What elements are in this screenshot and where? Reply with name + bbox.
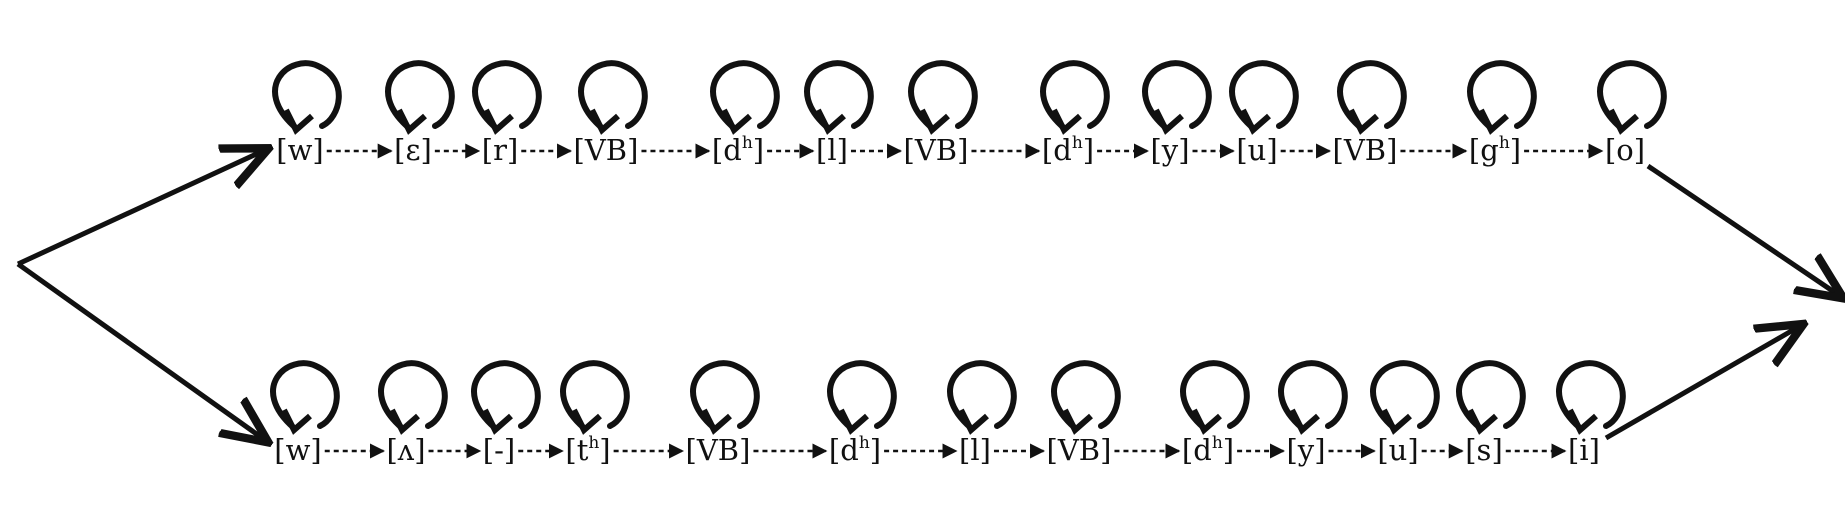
self-loop-arrowhead bbox=[922, 110, 948, 130]
state-label: [s] bbox=[1465, 433, 1503, 467]
state-node bbox=[475, 63, 539, 167]
self-loop-arrowhead bbox=[286, 110, 312, 130]
state-label: [VB] bbox=[685, 433, 751, 467]
state-node bbox=[1600, 63, 1664, 167]
self-loop-arrowhead bbox=[724, 110, 750, 130]
state-label-text: t bbox=[576, 433, 589, 467]
self-loop-arrowhead bbox=[1470, 410, 1496, 430]
state-node bbox=[574, 63, 645, 167]
state-label: [ʌ] bbox=[386, 433, 426, 467]
state-label-text: VB bbox=[914, 133, 958, 167]
state-label: [w] bbox=[274, 433, 322, 467]
state-node bbox=[1047, 363, 1118, 467]
state-label-text: r bbox=[493, 133, 507, 167]
self-loop-arrowhead bbox=[284, 410, 310, 430]
state-label: [u] bbox=[1377, 433, 1419, 467]
state-node bbox=[1232, 63, 1296, 167]
self-loop-arrowhead bbox=[1054, 110, 1080, 130]
self-loop-arrowhead bbox=[399, 110, 425, 130]
state-label-text: i bbox=[1579, 433, 1589, 467]
state-label: [i] bbox=[1568, 433, 1600, 467]
state-label: [o] bbox=[1604, 133, 1646, 167]
self-loop-arrowhead bbox=[1384, 410, 1410, 430]
state-label-text: - bbox=[494, 433, 504, 467]
state-label-text: y bbox=[1161, 133, 1179, 167]
state-label: [ε] bbox=[394, 133, 432, 167]
state-node bbox=[712, 63, 777, 167]
state-node bbox=[1281, 363, 1345, 467]
state-label: [-] bbox=[482, 433, 516, 467]
entry-upper-arrow bbox=[18, 150, 265, 264]
state-node bbox=[1459, 363, 1523, 467]
state-label-text: ε bbox=[405, 133, 421, 167]
state-label: [VB] bbox=[1332, 133, 1398, 167]
state-label: [y] bbox=[1286, 433, 1326, 467]
state-label-text: d bbox=[840, 433, 859, 467]
self-loop-arrowhead bbox=[1292, 410, 1318, 430]
state-label-text: d bbox=[1053, 133, 1072, 167]
state-label: [VB] bbox=[573, 133, 639, 167]
self-loop-arrowhead bbox=[961, 410, 987, 430]
self-loop-arrowhead bbox=[704, 410, 730, 430]
state-node bbox=[904, 63, 975, 167]
self-loop-arrowhead bbox=[485, 410, 511, 430]
upper-path bbox=[275, 63, 1664, 167]
state-label: $[d^h]$ bbox=[828, 433, 882, 467]
state-label-text: d bbox=[723, 133, 742, 167]
state-label-text: w bbox=[287, 133, 313, 167]
state-label: $[d^h]$ bbox=[711, 133, 765, 167]
state-label: $[g^h]$ bbox=[1468, 133, 1522, 167]
self-loop-arrowhead bbox=[1351, 110, 1377, 130]
self-loop-arrowhead bbox=[574, 410, 600, 430]
state-node bbox=[1469, 63, 1534, 167]
state-label-text: l bbox=[827, 133, 837, 167]
state-label: [r] bbox=[481, 133, 519, 167]
state-node bbox=[829, 363, 894, 467]
state-label-superscript: h bbox=[1211, 433, 1223, 453]
self-loop-arrowhead bbox=[1194, 410, 1220, 430]
state-label: [u] bbox=[1236, 133, 1278, 167]
lower-path bbox=[273, 363, 1623, 467]
state-node bbox=[1559, 363, 1623, 467]
self-loop-arrowhead bbox=[1156, 110, 1182, 130]
self-loop-arrowhead bbox=[1481, 110, 1507, 130]
state-label-text: VB bbox=[696, 433, 740, 467]
self-loop-arrowhead bbox=[818, 110, 844, 130]
state-node bbox=[1145, 63, 1209, 167]
state-label: $[d^h]$ bbox=[1181, 433, 1235, 467]
state-label-text: u bbox=[1388, 433, 1408, 467]
state-label-text: s bbox=[1476, 433, 1492, 467]
state-node bbox=[1182, 363, 1247, 467]
self-loop-arrowhead bbox=[1065, 410, 1091, 430]
state-label-text: u bbox=[1247, 133, 1267, 167]
self-loop-arrowhead bbox=[841, 410, 867, 430]
state-label: [VB] bbox=[1046, 433, 1112, 467]
state-node bbox=[1333, 63, 1404, 167]
state-label-superscript: h bbox=[858, 433, 870, 453]
entry-lower-arrow bbox=[18, 264, 265, 440]
state-label-text: g bbox=[1480, 133, 1499, 167]
state-label: $[t^h]$ bbox=[565, 433, 611, 467]
state-label-text: o bbox=[1616, 133, 1634, 167]
self-loop-arrowhead bbox=[1570, 410, 1596, 430]
state-node bbox=[686, 363, 757, 467]
entry-fork bbox=[18, 150, 265, 440]
state-node bbox=[388, 63, 452, 167]
exit-lower-arrow bbox=[1606, 326, 1800, 438]
exit-join bbox=[1606, 166, 1840, 438]
self-loop-arrowhead bbox=[1243, 110, 1269, 130]
self-loop-arrowhead bbox=[1611, 110, 1637, 130]
self-loop-arrowhead bbox=[392, 410, 418, 430]
state-label: [y] bbox=[1150, 133, 1190, 167]
state-node bbox=[1042, 63, 1107, 167]
state-label: [l] bbox=[959, 433, 991, 467]
state-label-text: VB bbox=[1057, 433, 1101, 467]
state-label-text: l bbox=[970, 433, 980, 467]
state-label-text: y bbox=[1297, 433, 1315, 467]
state-label-text: w bbox=[285, 433, 311, 467]
state-node bbox=[1373, 363, 1437, 467]
state-label-superscript: h bbox=[588, 433, 600, 453]
state-node bbox=[381, 363, 445, 467]
state-label: [VB] bbox=[903, 133, 969, 167]
state-label-superscript: h bbox=[1498, 133, 1510, 153]
state-label-text: ʌ bbox=[397, 433, 415, 467]
state-label-superscript: h bbox=[741, 133, 753, 153]
state-label-superscript: h bbox=[1071, 133, 1083, 153]
state-label: [l] bbox=[816, 133, 848, 167]
state-label: [w] bbox=[276, 133, 324, 167]
state-label: $[d^h]$ bbox=[1041, 133, 1095, 167]
self-loop-arrowhead bbox=[592, 110, 618, 130]
state-label-text: VB bbox=[584, 133, 628, 167]
self-loop-arrowhead bbox=[486, 110, 512, 130]
exit-upper-arrow bbox=[1648, 166, 1840, 296]
state-label-text: d bbox=[1193, 433, 1212, 467]
state-label-text: VB bbox=[1343, 133, 1387, 167]
